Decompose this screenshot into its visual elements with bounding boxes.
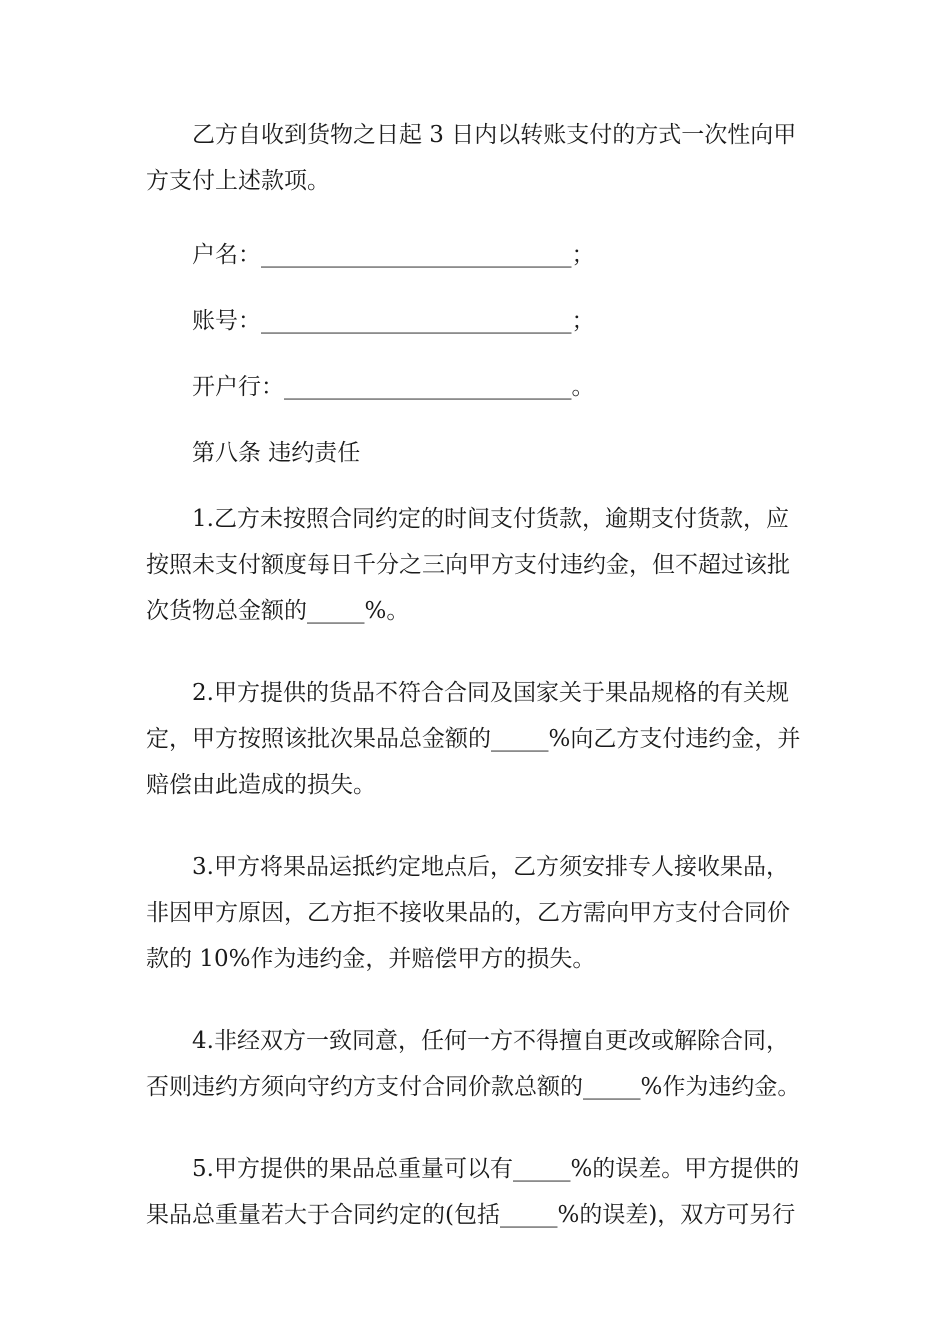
article-heading: 第八条 违约责任 (192, 440, 361, 466)
clause-5: 5.甲方提供的果品总重量可以有_____%的误差。甲方提供的果品总重量若大于合同约定的(包括_____%的误差)，双方可另行 (146, 1156, 800, 1228)
payment-paragraph: 乙方自收到货物之日起 3 日内以转账支付的方式一次性向甲方支付上述款项。 (146, 122, 797, 194)
bank-field: 开户行：_________________________。 (192, 374, 595, 400)
document-body (146, 112, 810, 1274)
account-number-field: 账号：___________________________； (192, 308, 595, 334)
clause-3: 3.甲方将果品运抵约定地点后，乙方须安排专人接收果品，非因甲方原因，乙方拒不接收果品的，乙方需向甲方支付合同价款的 10%作为违约金，并赔偿甲方的损失。 (146, 854, 790, 972)
clause-1: 1.乙方未按照合同约定的时间支付货款，逾期支付货款，应按照未支付额度每日千分之三向甲方支付违约金，但不超过该批次货物总金额的_____%。 (146, 506, 790, 624)
clause-2: 2.甲方提供的货品不符合合同及国家关于果品规格的有关规定，甲方按照该批次果品总金额的_____%向乙方支付违约金，并赔偿由此造成的损失。 (146, 680, 801, 798)
account-name-field: 户名：___________________________； (192, 242, 595, 268)
clause-4: 4.非经双方一致同意，任何一方不得擅自更改或解除合同，否则违约方须向守约方支付合同价款总额的_____%作为违约金。 (146, 1028, 801, 1100)
